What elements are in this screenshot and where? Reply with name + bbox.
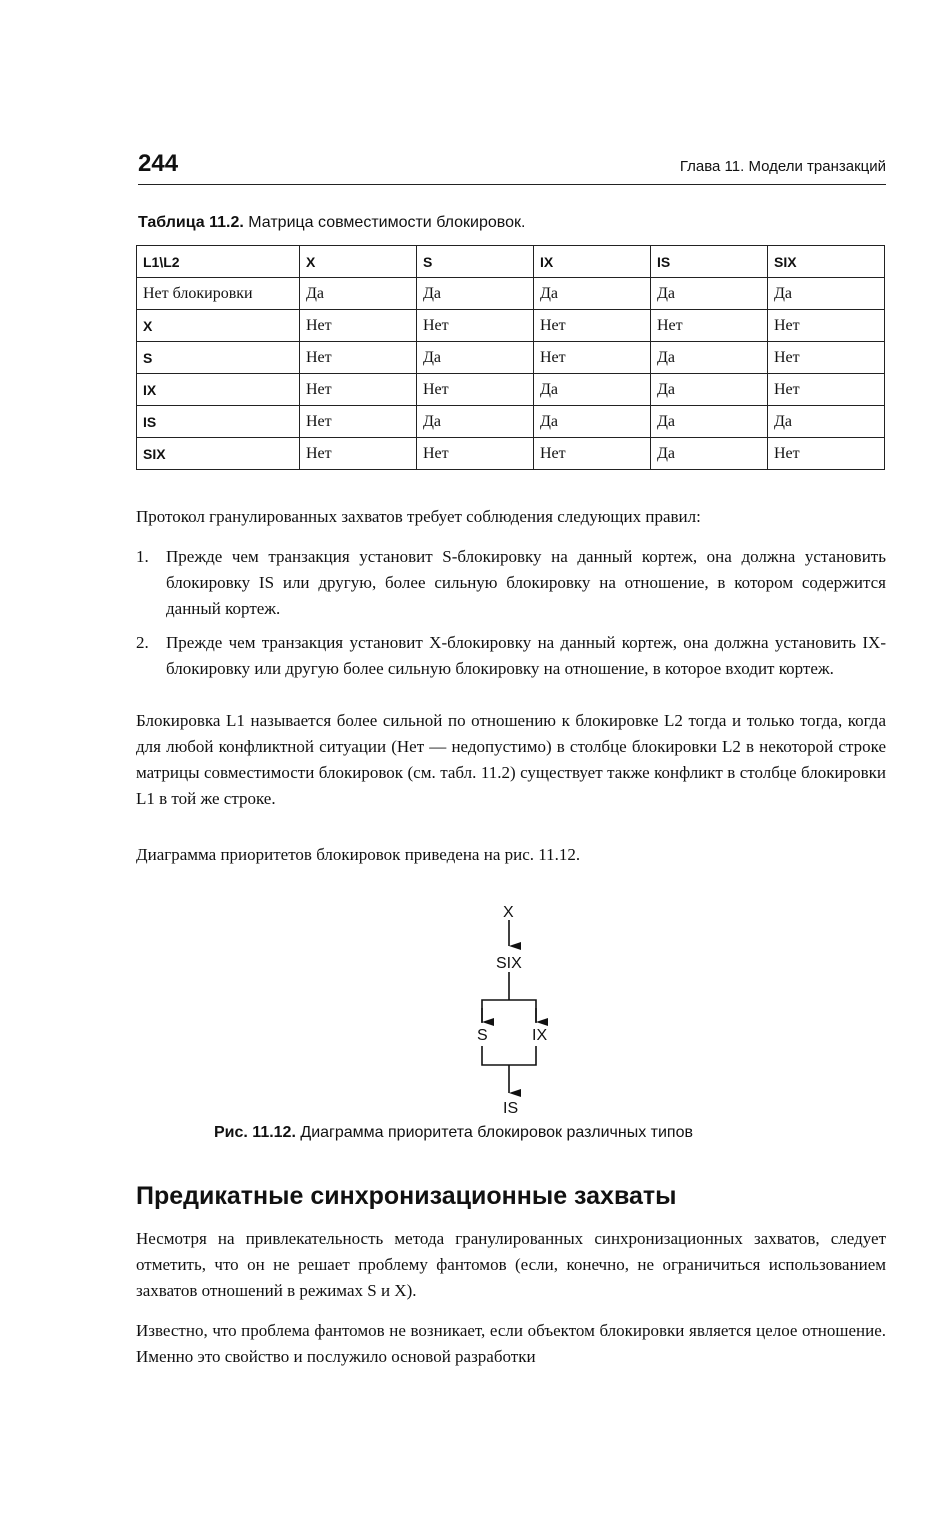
row-header: IS [137,406,300,438]
table-cell: Нет [534,438,651,470]
intro-paragraph: Протокол гранулированных захватов требует соблюдения следующих правил: [136,507,701,526]
node-s: S [477,1027,488,1044]
connector-branch [482,1000,536,1023]
table-row [137,374,885,406]
table-cell: Нет [768,374,885,406]
table-caption-text: Матрица совместимости блокировок. [243,214,526,231]
connector-merge [482,1046,536,1065]
column-header: IS [651,246,768,278]
table-row [137,278,885,310]
table-cell: Нет [651,310,768,342]
table-cell: Да [417,406,534,438]
table-cell: Да [651,278,768,310]
section-paragraph-1: Несмотря на привлекательность метода гранулированных синхронизационных захватов, следует отметить, что он не решает проблему фантомов (если, конечно, не ограничиться использованием захватов отношений в режимах S и X). [136,1229,886,1300]
table-cell: Да [534,374,651,406]
table-header-row [137,246,885,278]
column-header: S [417,246,534,278]
row-header: S [137,342,300,374]
node-ix: IX [532,1027,548,1044]
table-cell: Нет [768,438,885,470]
figure-caption-label: Рис. 11.12. [214,1124,296,1141]
table-cell: Нет [300,310,417,342]
list-item [136,544,886,622]
table-cell: Нет [768,310,885,342]
page-number: 244 [138,150,179,177]
table-cell: Да [300,278,417,310]
list-number: 1. [136,547,149,566]
rules-list [136,544,886,690]
table-cell: Да [651,342,768,374]
row-header: X [137,310,300,342]
node-is: IS [503,1100,519,1117]
table-row [137,438,885,470]
table-row [137,406,885,438]
table-cell: Да [417,342,534,374]
figure-caption-text: Диаграмма приоритета блокировок различных типов [295,1124,693,1141]
column-header: L1\L2 [137,246,300,278]
table-caption-label: Таблица 11.2. [138,214,244,231]
table-cell: Нет [300,342,417,374]
table-cell: Да [651,406,768,438]
table-cell: Да [768,278,885,310]
table-cell: Нет [300,374,417,406]
page-header [138,150,886,185]
table-cell: Нет [300,438,417,470]
table-cell: Нет [417,374,534,406]
table-cell: Нет [417,310,534,342]
lock-priority-diagram [440,890,590,1120]
list-text: Прежде чем транзакция установит X-блокировку на данный кортеж, она должна установить IX-блокировку или другую более сильную блокировку на отношение, в которое входит кортеж. [166,633,886,678]
column-header: X [300,246,417,278]
node-x: X [503,904,514,921]
list-number: 2. [136,633,149,652]
table-row [137,310,885,342]
diagram-reference-paragraph: Диаграмма приоритетов блокировок приведена на рис. 11.12. [136,845,581,864]
row-header: SIX [137,438,300,470]
row-header: Нет блокировки [137,278,300,310]
running-head: Глава 11. Модели транзакций [679,158,886,175]
section-heading: Предикатные синхронизационные захваты [136,1182,677,1210]
table-cell: Нет [300,406,417,438]
table-row [137,342,885,374]
column-header: IX [534,246,651,278]
node-six: SIX [496,955,522,972]
table-cell: Да [417,278,534,310]
table-cell: Да [768,406,885,438]
list-text: Прежде чем транзакция установит S-блокировку на данный кортеж, она должна установить блокировку IS или другую, более сильную блокировку на отношение, в котором содержится данный кортеж. [166,547,886,618]
table-cell: Да [651,438,768,470]
table-cell: Нет [534,342,651,374]
table-cell: Нет [534,310,651,342]
table-cell: Да [534,278,651,310]
row-header: IX [137,374,300,406]
table-cell: Нет [768,342,885,374]
table-cell: Да [651,374,768,406]
strength-paragraph: Блокировка L1 называется более сильной по отношению к блокировке L2 тогда и только тогда, когда для любой конфликтной ситуации (Нет — недопустимо) в столбце блокировки L2 в некоторой строке матрицы совместимости блокировок (см. табл. 11.2) существует также конфликт в столбце блокировки L1 в той же строке. [136,711,886,808]
table-cell: Нет [417,438,534,470]
column-header: SIX [768,246,885,278]
list-item [136,630,886,682]
table-caption [138,214,525,232]
figure-caption [214,1124,693,1142]
compatibility-matrix [136,245,885,470]
section-paragraph-2: Известно, что проблема фантомов не возникает, если объектом блокировки является целое отношение. Именно это свойство и послужило основой разработки [136,1321,886,1366]
table-cell: Да [534,406,651,438]
